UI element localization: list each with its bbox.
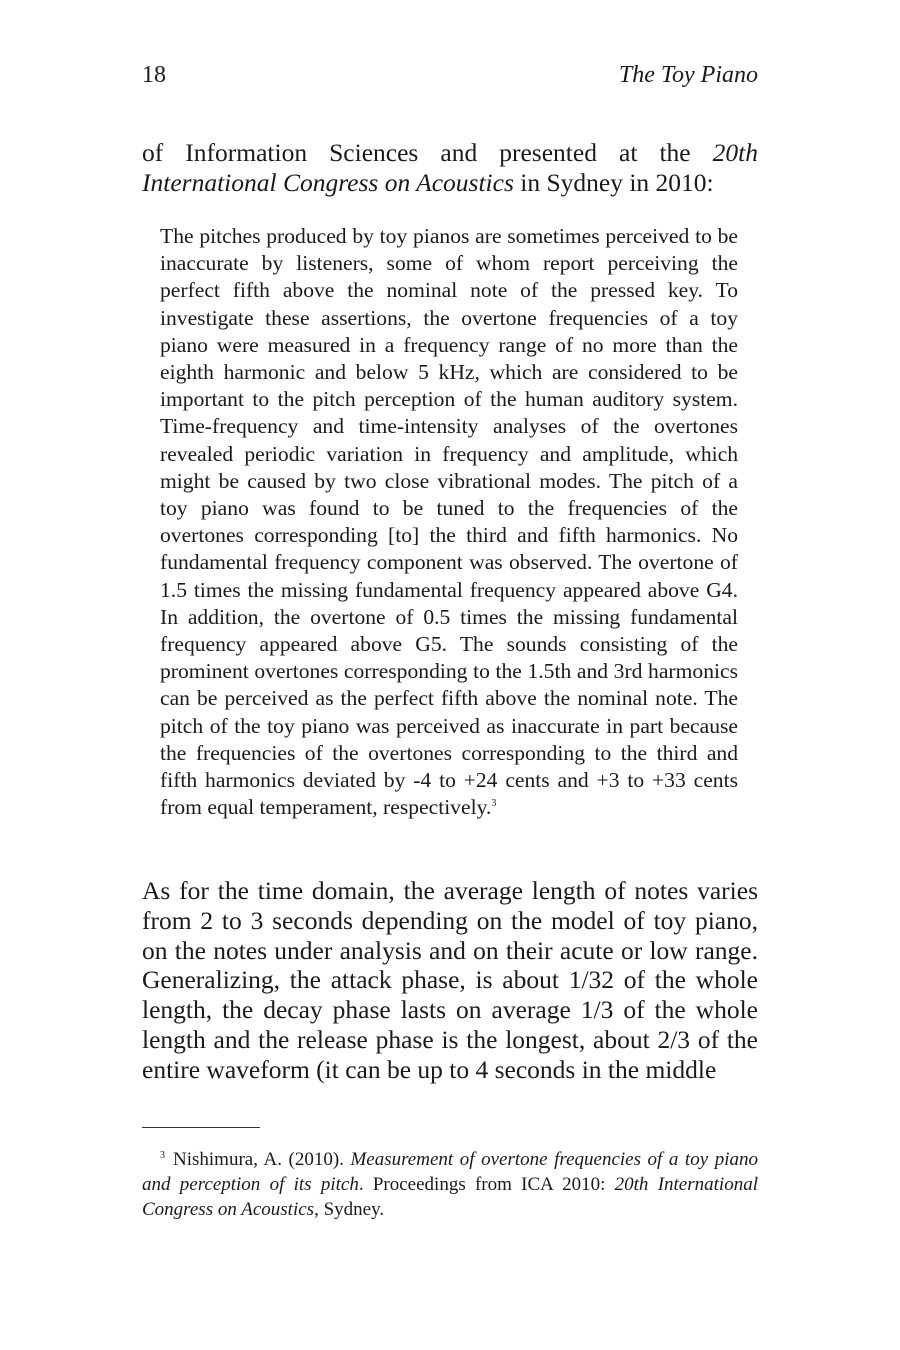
paragraph-text: of Information Sciences and presented at the	[142, 138, 713, 167]
footnote	[142, 1147, 758, 1222]
footnote-author: Nishimura, A. (2010).	[173, 1149, 351, 1170]
paragraph-text: As for the time domain, the average length of notes varies from 2 to 3 seconds depending on the model of toy piano, on the notes under analysis and on their acute or low range. Generalizing, the attack phase, is about 1/32 of the whole length, the decay phase lasts on average 1/3 of the whole length and the release phase is the longest, about 2/3 of the entire waveform (it can be up to 4 seconds in the middle	[142, 876, 758, 1084]
paragraph-continuation	[142, 138, 758, 198]
quote-text: The pitches produced by toy pianos are sometimes perceived to be inaccurate by listeners, some of whom report perceiving the perfect fifth above the nominal note of the pressed key. To investigate these assertions, the overtone frequencies of a toy piano were measured in a frequency range of no more than the eighth harmonic and below 5 kHz, which are considered to be important to the pitch perception of the human auditory system. Time-frequency and time-intensity analyses of the overtones revealed periodic variation in frequency and amplitude, which might be caused by two close vibrational modes. The pitch of a toy piano was found to be tuned to the frequencies of the overtones corresponding [to] the third and fifth harmonics. No fundamental frequency component was observed. The overtone of 1.5 times the missing fundamental frequency appeared above G4. In addition, the overtone of 0.5 times the missing fundamental frequency appeared above G5. The sounds consisting of the prominent overtones corresponding to the 1.5th and 3rd harmonics can be perceived as the perfect fifth above the nominal note. The pitch of the toy piano was perceived as inaccurate in part because the frequencies of the overtones corresponding to the third and fifth harmonics deviated by -4 to +24 cents and +3 to +33 cents from equal temperament, respectively.	[160, 224, 738, 820]
footnote-venue: 20th International Congress on Acoustics	[142, 1174, 758, 1220]
page-number: 18	[142, 62, 166, 88]
running-title: The Toy Piano	[618, 62, 758, 88]
congress-name: 20th International Congress on Acoustics	[142, 138, 758, 197]
footnote-reference: 3	[491, 798, 497, 810]
footnote-text: . Proceedings from ICA 2010:	[358, 1174, 615, 1195]
footnote-marker: 3	[160, 1149, 165, 1161]
paragraph-time-domain	[142, 876, 758, 1085]
footnote-divider	[142, 1127, 260, 1128]
footnote-text: , Sydney.	[314, 1199, 385, 1220]
paragraph-text: in Sydney in 2010:	[513, 167, 714, 197]
block-quote	[160, 223, 738, 821]
book-page	[142, 0, 758, 1350]
running-head	[142, 62, 758, 94]
footnote-title: Measurement of overtone frequencies of a toy piano and perception of its pitch	[142, 1149, 758, 1195]
